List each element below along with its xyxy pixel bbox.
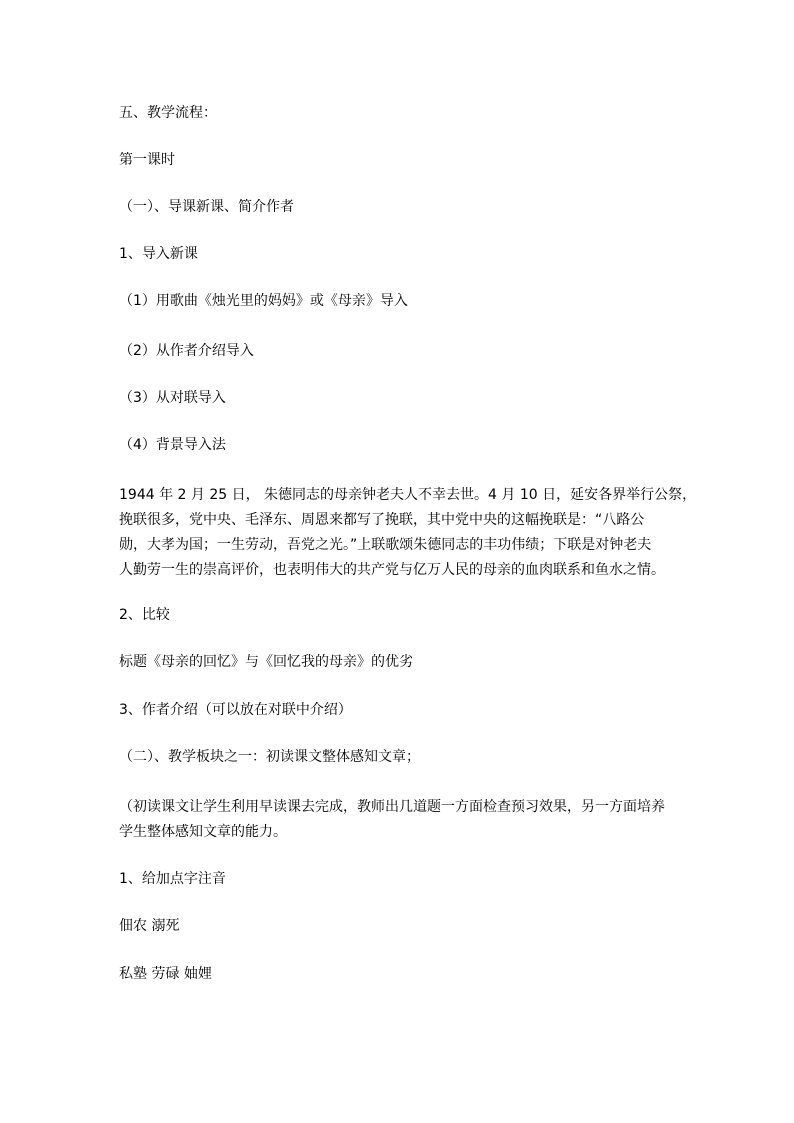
background-paragraph (119, 483, 697, 583)
paragraph-line: 挽联很多，党中央、毛泽东、周恩来都写了挽联，其中党中央的这幅挽联是：“八路公 (119, 512, 645, 528)
section-two-heading: （二）、教学板块之一：初读课文整体感知文章； (119, 749, 420, 765)
item-author-intro: 3、作者介绍（可以放在对联中介绍） (119, 702, 352, 718)
word-list-1: 佃农 溺死 (119, 918, 180, 934)
paragraph-line: （初读课文让学生利用早读课去完成，教师出几道题一方面检查预习效果，另一方面培养 (119, 799, 665, 815)
heading-teaching-process: 五、教学流程： (119, 105, 217, 121)
paragraph-line: 人勤劳一生的崇高评价，也表明伟大的共产党与亿万人民的母亲的血肉联系和鱼水之情。 (119, 562, 665, 578)
pinyin-heading: 1、给加点字注音 (119, 871, 226, 887)
lesson-title: 第一课时 (119, 152, 175, 168)
item-compare: 2、比较 (119, 607, 170, 623)
compare-text: 标题《母亲的回忆》与《回忆我的母亲》的优劣 (119, 654, 413, 670)
paragraph-line: 勋，大孝为国；一生劳动，吾党之光。”上联歌颂朱德同志的丰功伟绩；下联是对钟老夫 (119, 537, 652, 553)
section-one-heading: （一）、导课新课、简介作者 (119, 199, 294, 215)
import-method-2: （2）从作者介绍导入 (119, 343, 254, 359)
item-import-lesson: 1、导入新课 (119, 246, 198, 262)
paragraph-line: 1944 年 2 月 25 日， 朱德同志的母亲钟老夫人不幸去世。4 月 10 日，延安各界举行公祭， (119, 487, 697, 503)
import-method-1: （1）用歌曲《烛光里的妈妈》或《母亲》导入 (119, 293, 408, 309)
word-list-2: 私塾 劳碌 妯娌 (119, 966, 212, 982)
import-method-3: （3）从对联导入 (119, 390, 226, 406)
import-method-4: （4）背景导入法 (119, 437, 226, 453)
reading-paragraph (119, 795, 679, 845)
paragraph-line: 学生整体感知文章的能力。 (119, 824, 287, 840)
